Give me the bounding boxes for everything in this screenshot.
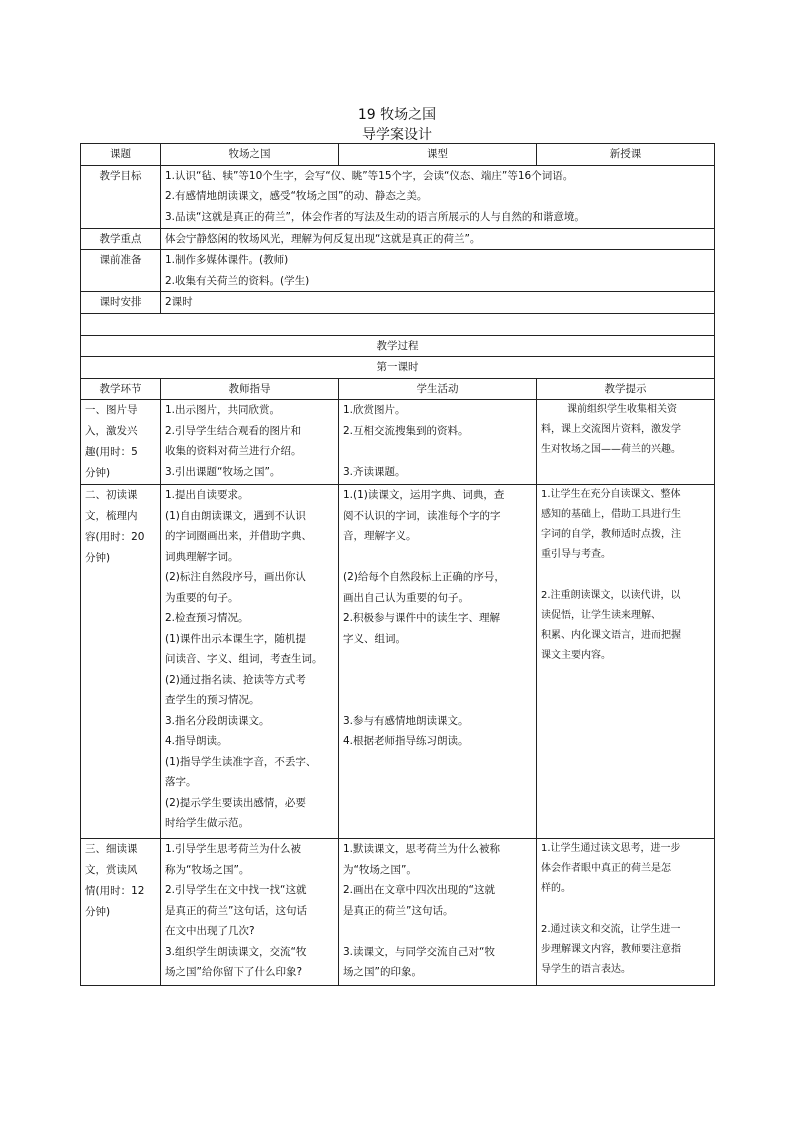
col-stage-header: 教学环节 xyxy=(81,378,161,400)
student-text: 阅不认识的字词，读准每个字的字 xyxy=(343,509,501,522)
student-text: 1.欣赏图片。 xyxy=(343,404,406,416)
tip-cell xyxy=(537,485,715,839)
teacher-text: 时给学生做示范。 xyxy=(165,817,249,829)
teacher-text: (1)课件出示本课生字，随机提 xyxy=(165,632,306,645)
tip-cell xyxy=(537,400,715,485)
tip-text: 课文主要内容。 xyxy=(541,649,611,661)
tip-text: 2.注重朗读课文，以读代讲，以 xyxy=(541,589,681,601)
student-text: 3.参与有感情地朗读课文。 xyxy=(343,714,469,727)
stage-cell xyxy=(81,485,161,839)
student-text: 2.画出在文章中四次出现的“这就 xyxy=(343,884,495,896)
teacher-text: 的字词圈画出来，并借助字典、 xyxy=(165,530,312,542)
teacher-text: 3.组织学生朗读课文，交流“牧 xyxy=(165,945,307,958)
student-cell xyxy=(339,485,537,839)
teacher-text: 1.提出自读要求。 xyxy=(165,489,249,501)
teacher-text: 1.出示图片，共同欣赏。 xyxy=(165,404,281,416)
teacher-text: 是真正的荷兰”这句话，这句话 xyxy=(165,904,307,917)
table-row xyxy=(81,839,715,986)
teacher-text: 1.引导学生思考荷兰为什么被 xyxy=(165,843,302,855)
teacher-text: 称为“牧场之国”。 xyxy=(165,863,250,876)
teacher-text: (1)指导学生读准字音，不丢字、 xyxy=(165,755,317,768)
prep-item: 2.收集有关荷兰的资料。(学生) xyxy=(165,274,310,287)
stage-text: 一、图片导 xyxy=(85,404,138,416)
tip-text: 重引导与考查。 xyxy=(541,549,611,560)
tip-text: 步理解课文内容，教师要注意指 xyxy=(541,943,681,955)
tip-text: 样的。 xyxy=(541,883,571,894)
student-text: 为“牧场之国”。 xyxy=(343,863,417,876)
table-row xyxy=(81,378,715,400)
stage-cell xyxy=(81,839,161,986)
tip-text: 2.通过读文和交流，让学生进一 xyxy=(541,923,681,935)
teacher-text: 为重要的句子。 xyxy=(165,591,239,604)
stage-text: 二、初读课 xyxy=(85,489,138,501)
focus-label: 教学重点 xyxy=(81,228,161,250)
col-tip-header: 教学提示 xyxy=(537,378,715,400)
kexing-label: 课型 xyxy=(339,144,537,166)
student-cell xyxy=(339,400,537,485)
stage-text: 文，赏读风 xyxy=(85,864,138,876)
stage-text: 三、细读课 xyxy=(85,843,138,855)
table-row xyxy=(81,144,715,166)
student-text: 画出自己认为重要的句子。 xyxy=(343,591,469,604)
teacher-text: 2.引导学生在文中找一找“这就 xyxy=(165,884,307,896)
teacher-text: (1)自由朗读课文，遇到不认识 xyxy=(165,509,306,522)
student-text: 2.积极参与课件中的读生字、理解 xyxy=(343,612,501,624)
teacher-text: 4.指导朗读。 xyxy=(165,735,228,747)
teacher-text: 查学生的预习情况。 xyxy=(165,694,260,706)
kexing-value: 新授课 xyxy=(537,144,715,166)
keti-label: 课题 xyxy=(81,144,161,166)
tip-cell xyxy=(537,839,715,986)
tip-text: 生对牧场之国——荷兰的兴趣。 xyxy=(541,444,681,455)
tip-text: 字词的自学，教师适时点拨，注 xyxy=(541,529,681,540)
page-subtitle: 导学案设计 xyxy=(362,127,432,143)
focus-value: 体会宁静悠闲的牧场风光，理解为何反复出现“这就是真正的荷兰”。 xyxy=(161,228,715,250)
teacher-text: 在文中出现了几次? xyxy=(165,925,255,937)
teacher-text: 落字。 xyxy=(165,776,197,788)
tip-text: 感知的基础上，借助工具进行生 xyxy=(541,509,681,520)
tip-text: 1.让学生在充分自读课文、整体 xyxy=(541,489,681,500)
stage-text: 趣(用时：5 xyxy=(85,446,138,458)
goals-label: 教学目标 xyxy=(81,165,161,228)
goal-item: 2.有感情地朗读课文，感受“牧场之国”的动、静态之美。 xyxy=(165,190,428,202)
teacher-cell xyxy=(161,839,339,986)
col-student-header: 学生活动 xyxy=(339,378,537,400)
teacher-text: 3.引出课题“牧场之国”。 xyxy=(165,465,281,478)
teacher-cell xyxy=(161,400,339,485)
teacher-text: 收集的资料对荷兰进行介绍。 xyxy=(165,445,302,457)
student-text: 是真正的荷兰”这句话。 xyxy=(343,904,454,917)
keti-value: 牧场之国 xyxy=(161,144,339,166)
student-text: 音，理解字义。 xyxy=(343,530,417,542)
tip-text: 导学生的语言表达。 xyxy=(541,963,631,975)
tip-text: 料，课上交流图片资料，激发学 xyxy=(541,424,681,435)
student-text: 1.(1)读课文，运用字典、词典，查 xyxy=(343,489,505,501)
teacher-text: 2.检查预习情况。 xyxy=(165,612,249,624)
tip-text: 体会作者眼中真正的荷兰是怎 xyxy=(541,863,671,874)
table-row xyxy=(81,313,715,335)
table-row xyxy=(81,335,715,357)
student-text: 场之国”的印象。 xyxy=(343,966,422,978)
goal-item: 3.品读“这就是真正的荷兰”，体会作者的写法及生动的语言所展示的人与自然的和谐意境。 xyxy=(165,210,585,223)
teacher-text: 2.引导学生结合观看的图片和 xyxy=(165,424,302,437)
student-text: 1.默读课文，思考荷兰为什么被称 xyxy=(343,843,501,855)
table-row xyxy=(81,400,715,485)
student-text: 3.齐读课题。 xyxy=(343,465,406,478)
table-row xyxy=(81,357,715,379)
goals-cell xyxy=(161,165,715,228)
student-text: 字义、组词。 xyxy=(343,632,406,645)
stage-text: 容(用时：20 xyxy=(85,531,145,543)
student-text: 3.读课文，与同学交流自己对“牧 xyxy=(343,945,495,958)
student-text: 2.互相交流搜集到的资料。 xyxy=(343,424,469,437)
teacher-text: (2)标注自然段序号，画出你认 xyxy=(165,571,306,583)
teacher-text: (2)提示学生要读出感情，必要 xyxy=(165,796,306,809)
table-row xyxy=(81,250,715,292)
teacher-text: (2)通过指名读、抢读等方式考 xyxy=(165,673,306,686)
tip-text: 课前组织学生收集相关资 xyxy=(567,404,677,415)
stage-text: 文，梳理内 xyxy=(85,510,138,522)
stage-text: 分钟) xyxy=(85,552,111,564)
goal-item: 1.认识“毡、犊”等10个生字，会写“仪、眺”等15个字，会读“仪态、端庄”等16个词语。 xyxy=(165,169,574,182)
teacher-text: 3.指名分段朗读课文。 xyxy=(165,714,270,727)
student-cell xyxy=(339,839,537,986)
teacher-text: 问读音、字义、组词，考查生词。 xyxy=(165,653,323,665)
stage-text: 情(用时：12 xyxy=(85,885,145,897)
tip-text: 1.让学生通过读文思考，进一步 xyxy=(541,843,681,854)
hours-label: 课时安排 xyxy=(81,292,161,314)
stage-text: 分钟) xyxy=(85,467,111,479)
student-text: 4.根据老师指导练习朗读。 xyxy=(343,735,469,747)
tip-text: 积累、内化课文语言，进而把握 xyxy=(541,629,681,641)
table-row xyxy=(81,485,715,839)
prep-label: 课前准备 xyxy=(81,250,161,292)
table-row xyxy=(81,292,715,314)
process-title: 教学过程 xyxy=(81,335,715,357)
prep-cell xyxy=(161,250,715,292)
prep-item: 1.制作多媒体课件。(教师) xyxy=(165,254,289,266)
lesson-label: 第一课时 xyxy=(81,357,715,379)
tip-text: 读促悟，让学生读来理解、 xyxy=(541,609,661,621)
col-teacher-header: 教师指导 xyxy=(161,378,339,400)
table-row xyxy=(81,165,715,228)
table-row xyxy=(81,228,715,250)
teacher-text: 场之国”给你留下了什么印象? xyxy=(165,966,303,978)
lesson-plan-table xyxy=(80,143,715,986)
stage-cell xyxy=(81,400,161,485)
teacher-cell xyxy=(161,485,339,839)
stage-text: 入，激发兴 xyxy=(85,425,138,437)
page-title: 19 牧场之国 xyxy=(357,107,437,123)
hours-value: 2课时 xyxy=(161,292,715,314)
stage-text: 分钟) xyxy=(85,906,111,918)
teacher-text: 词典理解字词。 xyxy=(165,550,239,563)
student-text: (2)给每个自然段标上正确的序号， xyxy=(343,571,505,583)
